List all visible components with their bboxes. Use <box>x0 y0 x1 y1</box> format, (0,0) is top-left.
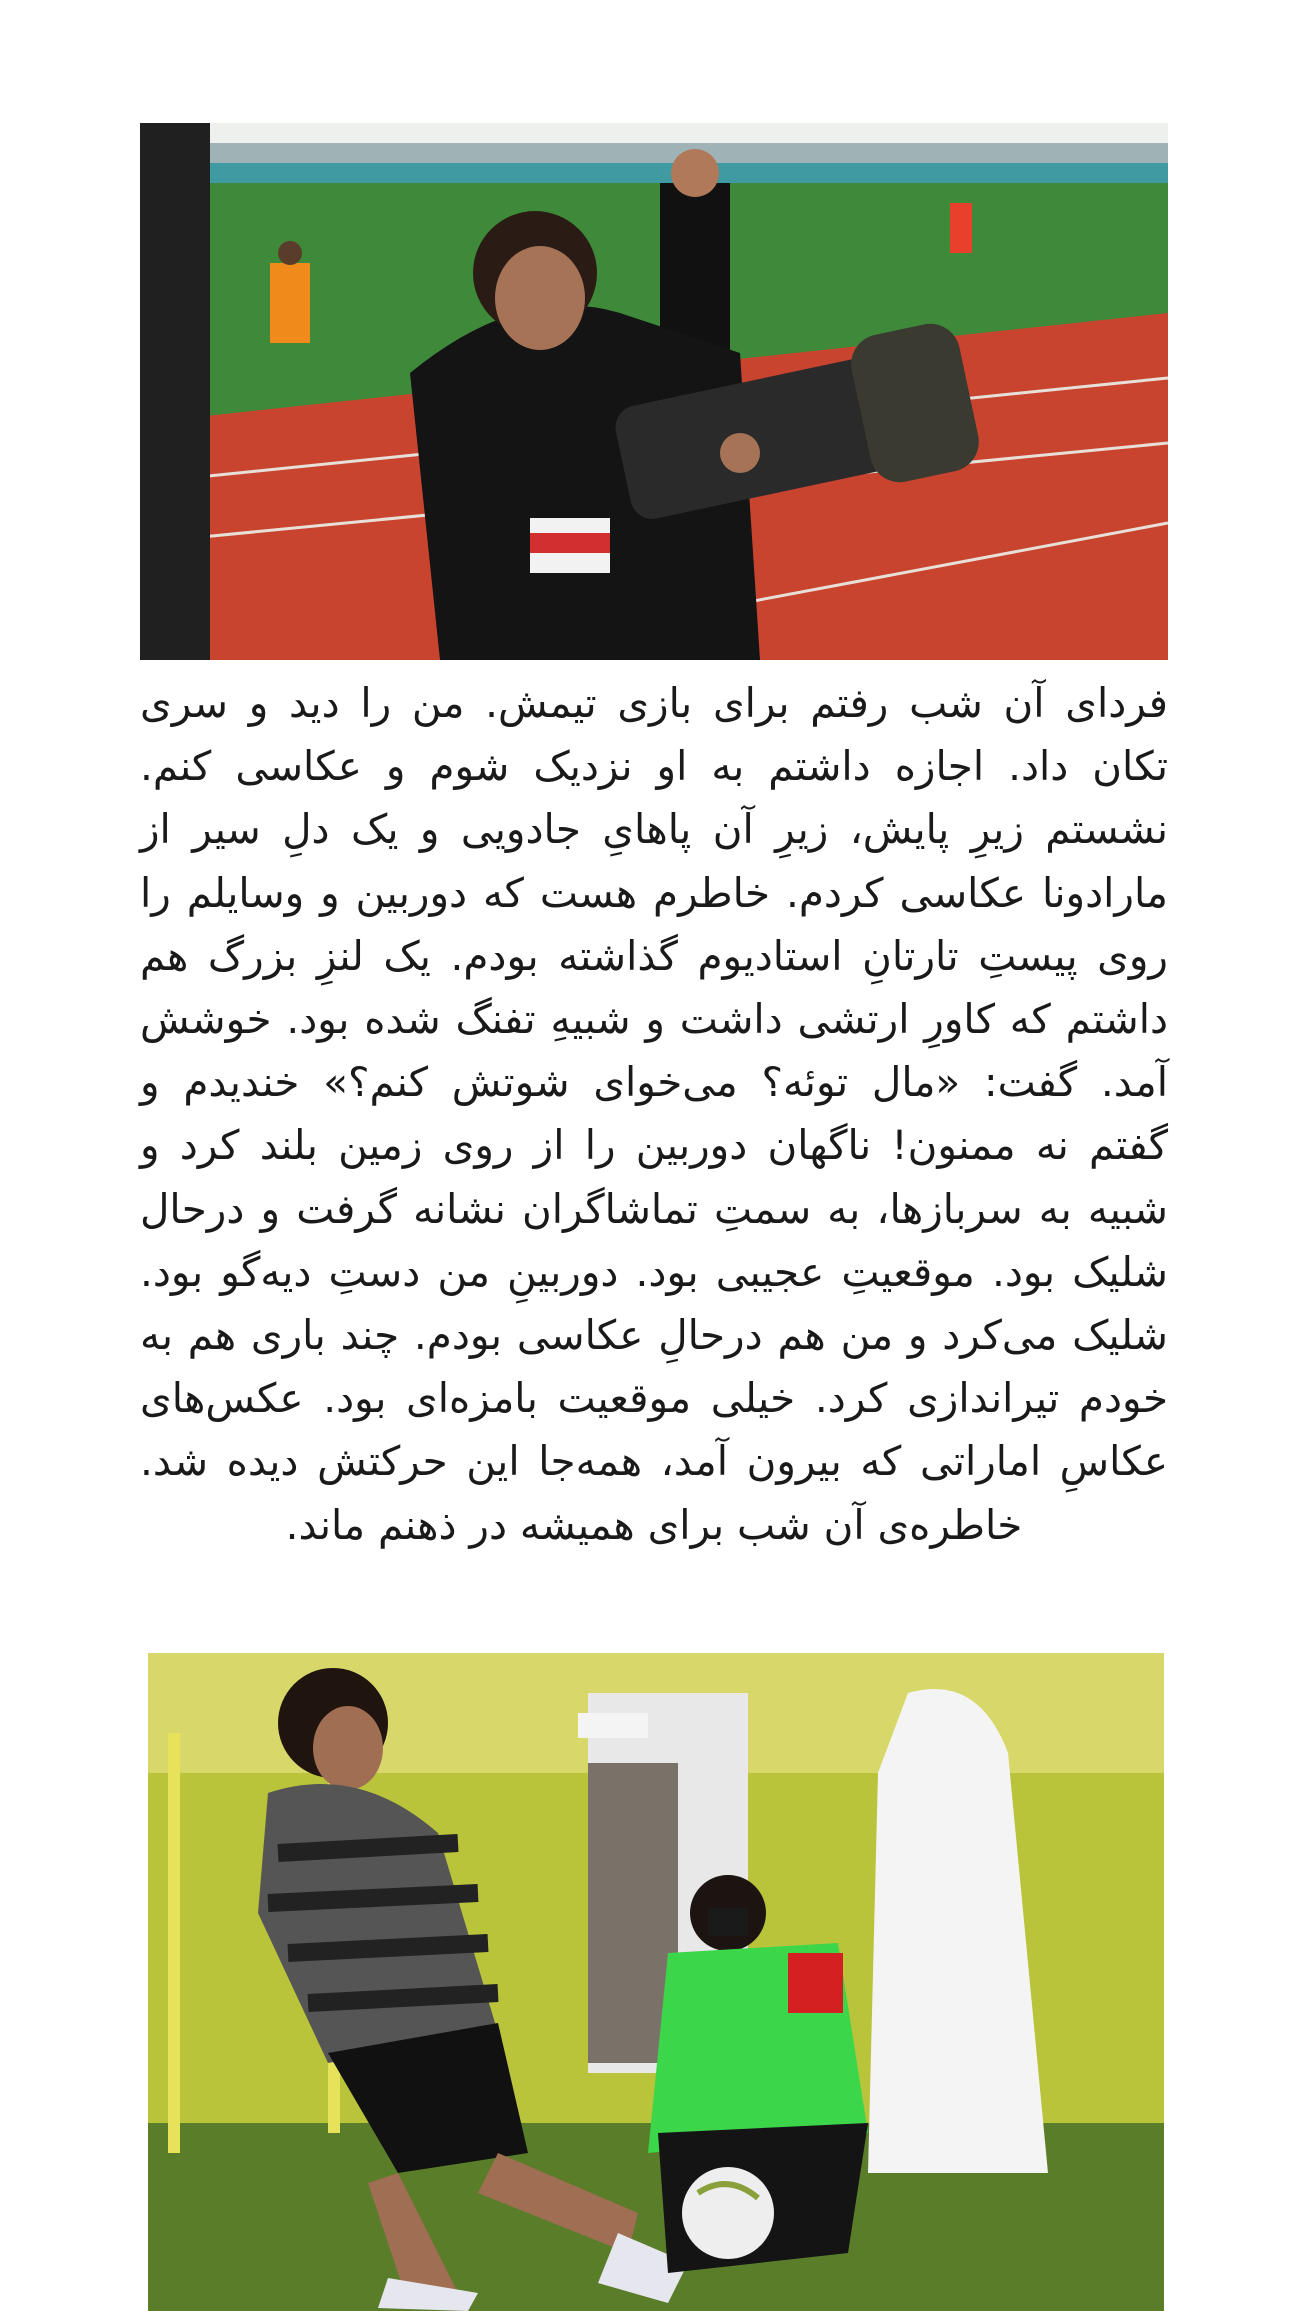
photo-top-illustration <box>140 123 1168 660</box>
article-paragraph: فردای آن شب رفتم برای بازی تیمش. من را دید و سری تکان داد. اجازه داشتم به او نزدیک شوم و عکاسی کنم. نشستم زیرِ پایش، زیرِ آن پاهایِ جادویی و یک دلِ سیر از مارادونا عکاسی کردم. خاطرم هست که دوربین و وسایلم را روی پیستِ تارتانِ استادیوم گذاشته بودم. یک لنزِ بزرگ هم داشتم که کاورِ ارتشی داشت و شبیهِ تفنگ شده بود. خوشش آمد. گفت: «مال توئه؟ می‌خوای شوتش کنم؟» خندیدم و گفتم نه ممنون! ناگهان دوربین را از روی زمین بلند کرد و شبیه به سربازها، به سمتِ تماشاگران نشانه گرفت و درحال شلیک بود. موقعیتِ عجیبی بود. دوربینِ من دستِ دیه‌گو بود. شلیک می‌کرد و من هم درحالِ عکاسی بودم. چند باری هم به خودم تیراندازی کرد. خیلی موقعیت بامزه‌ای بود. عکس‌های عکاسِ اماراتی که بیرون آمد، همه‌جا این حرکتش دیده شد. خاطره‌ی آن شب برای همیشه در ذهنم ماند. <box>140 679 1168 1549</box>
maradona-with-telephoto-camera-photo <box>140 123 1168 660</box>
maradona-kicking-ball-at-photographer-photo <box>148 1653 1164 2311</box>
photo-bottom-illustration <box>148 1653 1164 2311</box>
